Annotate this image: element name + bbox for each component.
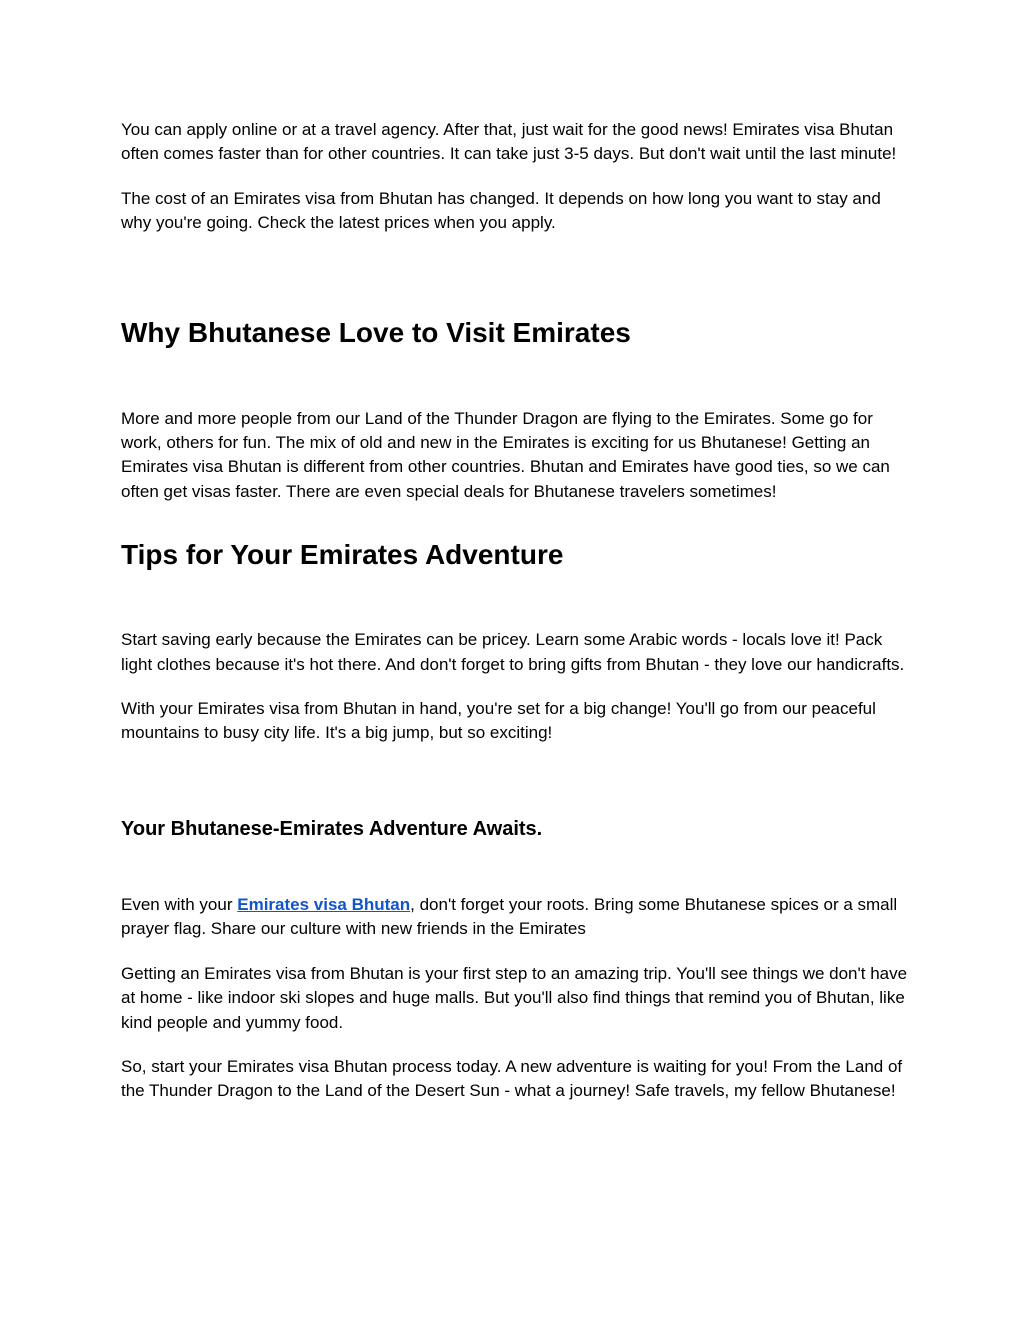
paragraph-why-visit: More and more people from our Land of the Thunder Dragon are flying to the Emirates. Some go for work, others for fun. The mix of old and new in the Emirates is exciting for us Bhutanese! Getting an Emirates visa Bhutan is different from other countries. Bhutan and Emirates have good ties, so we can often get visas faster. There are even special deals for Bhutanese travelers sometimes! [121,408,890,501]
emirates-visa-bhutan-link[interactable]: Emirates visa Bhutan [237,894,411,914]
heading-why-bhutanese-love-emirates: Why Bhutanese Love to Visit Emirates [121,316,631,348]
paragraph-tips: Start saving early because the Emirates can be pricey. Learn some Arabic words - locals love it! Pack light clothes because it's hot there. And don't forget to bring gifts from Bhutan - they love our handicrafts. [121,630,905,674]
paragraph-visa-in-hand: With your Emirates visa from Bhutan in hand, you're set for a big change! You'll go from our peaceful mountains to busy city life. It's a big jump, but so exciting! [121,699,876,743]
heading-tips-adventure: Tips for Your Emirates Adventure [121,539,564,571]
text-before-link: Even with your [121,894,238,914]
paragraph-visa-cost: The cost of an Emirates visa from Bhutan has changed. It depends on how long you want to stay and why you're going. Check the latest prices when you apply. [121,188,881,233]
paragraph-apply-online: You can apply online or at a travel agency. After that, just wait for the good news! Emirates visa Bhutan often comes faster than for other countries. It can take just 3-5 days. But don't wait until the last minute! [121,120,897,164]
paragraph-start-process: So, start your Emirates visa Bhutan process today. A new adventure is waiting for you! From the Land of the Thunder Dragon to the Land of the Desert Sun - what a journey! Safe travels, my fellow Bhutanese! [121,1056,903,1101]
heading-adventure-awaits: Your Bhutanese-Emirates Adventure Awaits. [121,817,543,840]
text-after-link: , don't forget your roots. Bring some Bhutanese spices or a small prayer flag. Share our culture with new friends in the Emirates [121,894,898,939]
paragraph-dont-forget-roots [121,893,911,942]
document-body [121,118,911,1104]
paragraph-first-step: Getting an Emirates visa from Bhutan is your first step to an amazing trip. You'll see things we don't have at home - like indoor ski slopes and huge malls. But you'll also find things that remind you of Bhutan, like kind people and yummy food. [121,963,908,1032]
